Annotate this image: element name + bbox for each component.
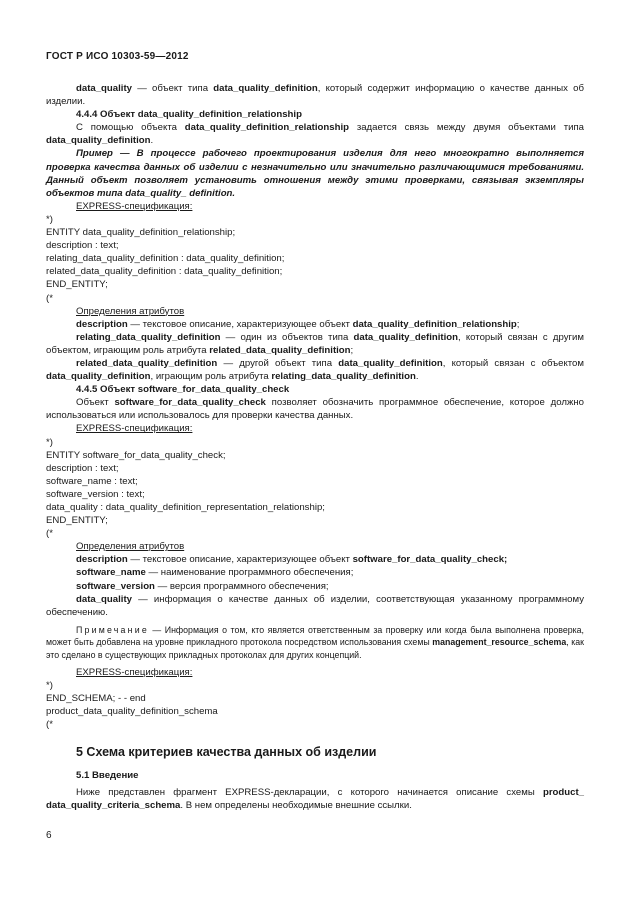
section-heading-4-4-4: 4.4.4 Объект data_quality_definition_relationship <box>76 109 302 121</box>
attributes-label: Определения атрибутов <box>76 541 185 553</box>
express-label: EXPRESS-спецификация: <box>76 667 193 679</box>
example-paragraph: Пример — В процессе рабочего проектирования изделия для него многократно выполняется проверка качества данных об изделии с незначительно или значительно различающимися требованиями. Данный объект позволяет установить отношения между этими проверками, связывая экземпляры объектов типа data_quality_ definition. <box>46 148 584 199</box>
page-header: ГОСТ Р ИСО 10303-59—2012 <box>46 51 189 62</box>
attribute-related: related_data_quality_definition — другой объект типа data_quality_definition, который связан с объектом data_quality_definition, играющим роль атрибута relating_data_quality_definition. <box>46 357 584 383</box>
page-number: 6 <box>46 830 52 841</box>
express-label: EXPRESS-спецификация: <box>76 423 193 435</box>
section-heading-5: 5 Схема критериев качества данных об изделии <box>76 744 377 759</box>
attribute-data-quality: data_quality — информация о качестве данных об изделии, соответствующая указанному программному обеспечению. <box>46 593 584 618</box>
express-code-block: *) ENTITY data_quality_definition_relationship; description : text; relating_data_quality_definition : data_quality_definition; related_data_quality_definition : data_quality_definition; END_ENTITY; (* <box>46 213 285 304</box>
paragraph-software: Объект software_for_data_quality_check позволяет обозначить программное обеспечение, которое должно использоваться или использовалось для проверки качества данных. <box>46 397 584 422</box>
paragraph-data-quality: data_quality — объект типа data_quality_definition, который содержит информацию о качестве данных об изделии. <box>46 83 584 108</box>
express-code-block: *) ENTITY software_for_data_quality_check; description : text; software_name : text; software_version : text; data_quality : data_quality_definition_representation_relationship; END_ENTITY; (* <box>46 436 325 540</box>
attribute-description: description — текстовое описание, характеризующее объект data_quality_definition_relationship; <box>76 318 520 330</box>
section-heading-4-4-5: 4.4.5 Объект software_for_data_quality_check <box>76 384 290 396</box>
section-heading-5-1: 5.1 Введение <box>76 769 139 781</box>
attributes-label: Определения атрибутов <box>76 305 185 317</box>
paragraph-relationship: С помощью объекта data_quality_definition_relationship задается связь между двумя объектами типа data_quality_definition. <box>46 122 584 147</box>
paragraph-intro: Ниже представлен фрагмент EXPRESS-декларации, с которого начинается описание схемы product_ data_quality_criteria_schema. В нем определены необходимые внешние ссылки. <box>46 786 584 811</box>
attribute-software-version: software_version — версия программного обеспечения; <box>76 580 329 592</box>
document-body <box>46 82 584 812</box>
note-lead: Примечание <box>76 624 149 635</box>
express-code-block: *) END_SCHEMA; - - end product_data_quality_definition_schema (* <box>46 680 218 731</box>
attribute-relating: relating_data_quality_definition — один из объектов типа data_quality_definition, который связан с другим объектом, играющим роль атрибута related_data_quality_definition; <box>46 331 584 356</box>
attribute-description: description — текстовое описание, характеризующее объект software_for_data_quality_check; <box>76 554 508 566</box>
example-lead: Пример <box>76 148 113 160</box>
note-paragraph: Примечание — Информация о том, кто является ответственным за проверку или когда была выполнена проверка, может быть добавлена на уровне прикладного протокола посредством использования схемы management_resource_schema, как это сделано в существующих прикладных протоколах для других концепций. <box>46 624 585 660</box>
express-label: EXPRESS-спецификация: <box>76 200 193 212</box>
attribute-software-name: software_name — наименование программного обеспечения; <box>76 567 354 579</box>
